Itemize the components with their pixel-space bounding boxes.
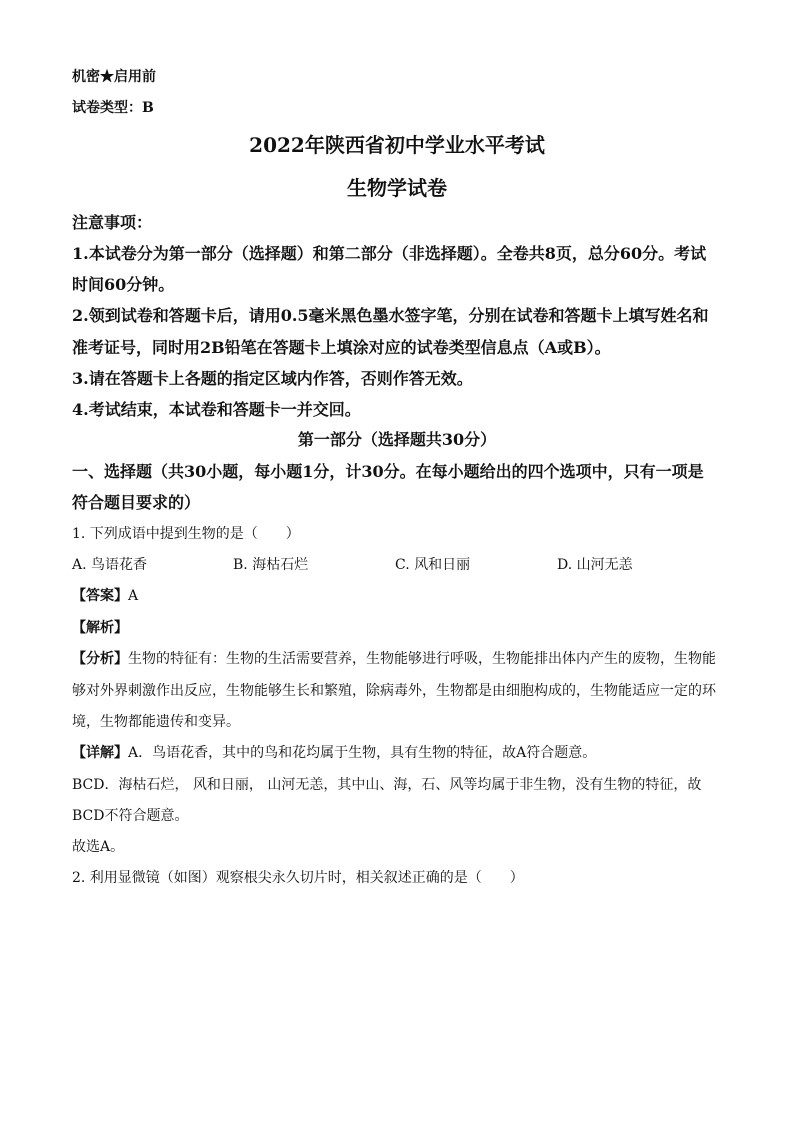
- exam-title: 2022年陕西省初中学业水平考试: [249, 133, 545, 157]
- note-2-line-1: 2.领到试卷和答题卡后，请用0.5毫米黑色墨水签字笔，分别在试卷和答题卡上填写姓名和: [72, 306, 709, 325]
- section-1-line-2: 符合题目要求的）: [72, 493, 201, 512]
- note-1-line-1: 1.本试卷分为第一部分（选择题）和第二部分（非选择题）。全卷共8页，总分60分。考试: [72, 244, 707, 263]
- analysis-label: 【解析】: [72, 620, 128, 636]
- note-2-line-2: 准考证号，同时用2B铅笔在答题卡上填涂对应的试卷类型信息点（A或B）。: [72, 338, 611, 357]
- question-1-stem: 1. 下列成语中提到生物的是（ ）: [72, 526, 300, 542]
- fenxi-label: 【分析】: [72, 651, 128, 667]
- question-2-stem: 2. 利用显微镜（如图）观察根尖永久切片时，相关叙述正确的是（ ）: [72, 870, 524, 886]
- note-4: 4.考试结束，本试卷和答题卡一并交回。: [72, 400, 361, 419]
- answer-label: 【答案】: [72, 588, 128, 604]
- notes-heading: 注意事项：: [72, 213, 153, 232]
- part-1-heading: 第一部分（选择题共30分）: [297, 430, 497, 449]
- confidential-mark: 机密★启用前: [72, 69, 156, 85]
- note-3: 3.请在答题卡上各题的指定区域内作答，否则作答无效。: [72, 369, 473, 388]
- conclusion: 故选A。: [72, 839, 125, 855]
- fenxi-line-2: 够对外界刺激作出反应，生物能够生长和繁殖，除病毒外，生物都是由细胞构成的，生物能适应一定的环: [72, 683, 716, 699]
- question-1-option-d: D. 山河无恙: [557, 557, 633, 573]
- note-1-line-2: 时间60分钟。: [72, 275, 175, 294]
- fenxi-line-1: [72, 652, 716, 666]
- question-1-option-c: C. 风和日丽: [395, 557, 471, 573]
- answer-value: A: [128, 588, 139, 604]
- section-1-line-1: 一、选择题（共30小题，每小题1分，计30分。在每小题给出的四个选项中，只有一项是: [72, 462, 704, 481]
- question-1-option-b: B. 海枯石烂: [233, 557, 309, 573]
- detail-line-3: BCD不符合题意。: [72, 808, 189, 824]
- fenxi-text-1: 生物的特征有：生物的生活需要营养，生物能够进行呼吸，生物能排出体内产生的废物，生物能: [128, 651, 716, 667]
- paper-type: 试卷类型：B: [72, 100, 154, 116]
- answer-row: [72, 589, 138, 603]
- detail-label: 【详解】: [72, 745, 128, 761]
- detail-line-2: BCD．海枯石烂， 风和日丽， 山河无恙，其中山、海，石、风等均属于非生物，没有生物的特征，故: [72, 777, 702, 793]
- exam-subtitle: 生物学试卷: [347, 176, 447, 200]
- question-1-option-a: A. 鸟语花香: [72, 557, 148, 573]
- detail-text-1: A．鸟语花香，其中的鸟和花均属于生物，具有生物的特征，故A符合题意。: [128, 745, 597, 761]
- fenxi-line-3: 境，生物都能遗传和变异。: [72, 714, 240, 730]
- detail-line-1: [72, 746, 596, 760]
